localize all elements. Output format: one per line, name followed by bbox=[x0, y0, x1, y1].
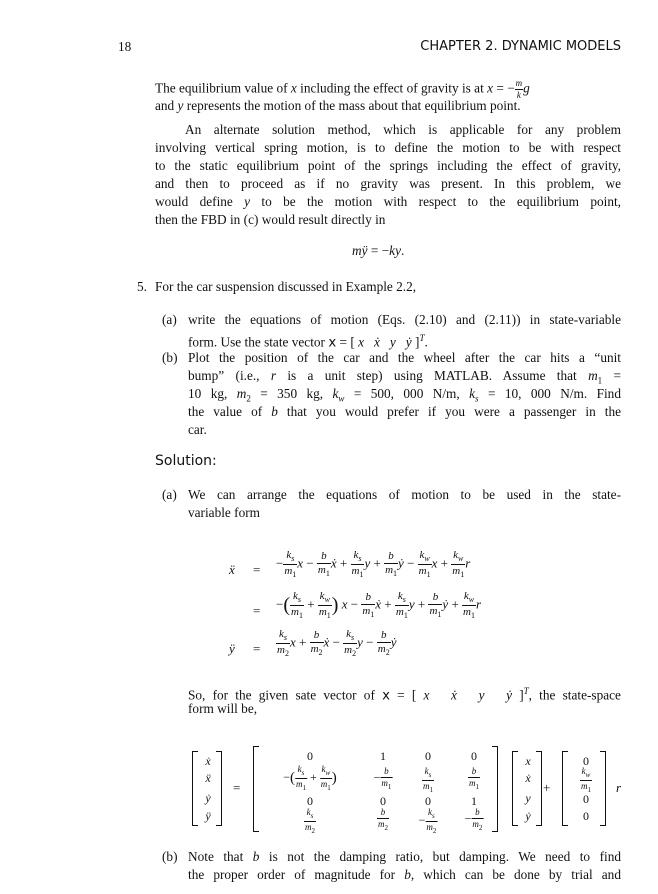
part-b-label: (b) bbox=[162, 350, 178, 365]
sol-b-label: (b) bbox=[162, 849, 178, 864]
para2-line-5: would define y to be the motion with respect to the equilibrium point, bbox=[155, 194, 621, 209]
sol-a-label: (a) bbox=[162, 487, 177, 502]
para2-line-3: to the static equilibrium point of the springs including the effect of gravity, bbox=[155, 158, 621, 173]
part-b-line-5: car. bbox=[188, 422, 207, 437]
sol-a-line-2: variable form bbox=[188, 505, 260, 520]
problem-number: 5. bbox=[137, 279, 147, 294]
part-a-line-2: form. Use the state vector x = [ x ẋ y ẏ ]$^T$. bbox=[188, 333, 428, 351]
intro-line-1: The equilibrium value of x including the effect of gravity is at x = − $\frac{m}{k}$ g bbox=[155, 78, 530, 100]
part-a-line-1: write the equations of motion (Eqs. (2.10) and (2.11)) in state-variable bbox=[188, 312, 621, 327]
intro-line-2: and y represents the motion of the mass about that equilibrium point. bbox=[155, 98, 521, 113]
sol-b-line-1: Note that b is not the damping ratio, but damping. We need to find bbox=[188, 849, 621, 864]
para2-line-1: An alternate solution method, which is applicable for any problem bbox=[185, 122, 621, 137]
so-line-1: So, for the given sate vector of x = [ x ẋ y ẏ ]$^T$, the state-space bbox=[188, 686, 621, 704]
part-b-line-4: the value of b that you would prefer if you were a passenger in the bbox=[188, 404, 621, 419]
chapter-title: CHAPTER 2. DYNAMIC MODELS bbox=[420, 39, 621, 54]
part-b-line-1: Plot the position of the car and the wheel after the car hits a “unit bbox=[188, 350, 621, 365]
page-number: 18 bbox=[118, 39, 132, 54]
so-line-2: form will be, bbox=[188, 701, 258, 716]
equation-myddot: mÿ = −ky. bbox=[352, 243, 405, 258]
sol-a-line-1: We can arrange the equations of motion to be used in the state- bbox=[188, 487, 621, 502]
sol-b-line-2: the proper order of magnitude for b, which can be done by trial and bbox=[188, 867, 621, 882]
solution-heading: Solution: bbox=[155, 453, 217, 469]
part-a-label: (a) bbox=[162, 312, 177, 327]
para2-line-2: involving vertical spring motion, is to define the motion to be with respect bbox=[155, 140, 621, 155]
part-b-line-2: bump” (i.e., r is a unit step) using MATLAB. Assume that $m_1$ = bbox=[188, 368, 621, 386]
para2-line-4: and then to proceed as if no gravity was present. In this problem, we bbox=[155, 176, 621, 191]
para2-line-6: then the FBD in (c) would result directly in bbox=[155, 212, 386, 227]
problem-text: For the car suspension discussed in Example 2.2, bbox=[155, 279, 417, 294]
part-b-line-3: 10 kg, $m_2 = 350$ kg, $k_w = 500$, 000 N/m, $k_s = 10$, 000 N/m. Find bbox=[188, 386, 621, 404]
